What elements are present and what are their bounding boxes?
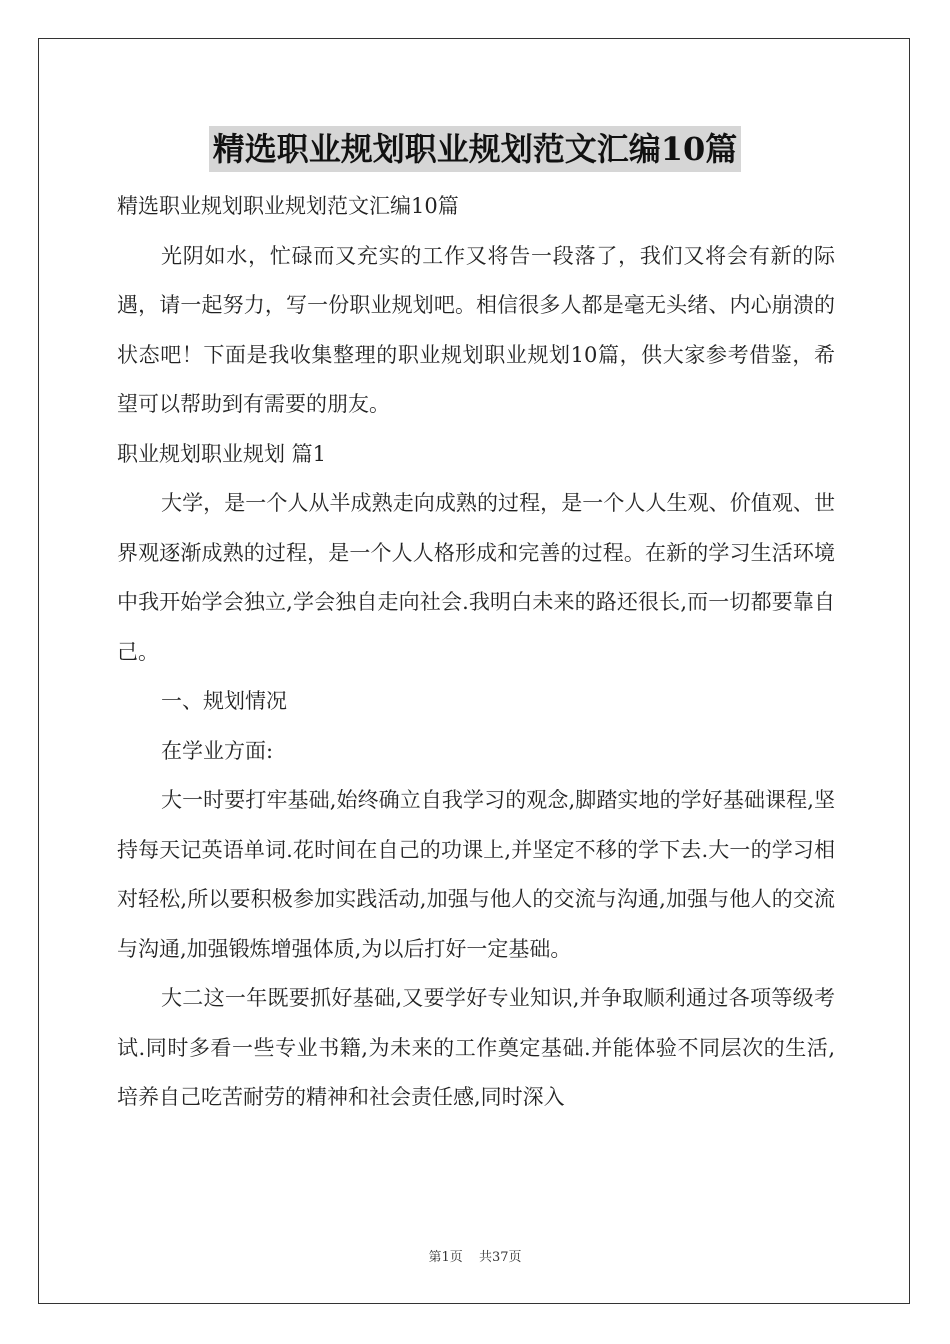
- intro-paragraph: 光阴如水，忙碌而又充实的工作又将告一段落了，我们又将会有新的际遇，请一起努力，写一份职业规划吧。相信很多人都是毫无头绪、内心崩溃的状态吧！下面是我收集整理的职业规划职业规划10篇，供大家参考借鉴，希望可以帮助到有需要的朋友。: [117, 243, 835, 416]
- page-footer: [0, 1246, 950, 1265]
- subsection-label: 在学业方面:: [161, 738, 274, 763]
- section-heading: 职业规划职业规划 篇1: [117, 441, 327, 466]
- page-number-total: 共37页: [478, 1250, 522, 1265]
- body-paragraph: 大二这一年既要抓好基础,又要学好专业知识,并争取顺利通过各项等级考试.同时多看一些专业书籍,为未来的工作奠定基础.并能体验不同层次的生活,培养自己吃苦耐劳的精神和社会责任感,同时深入: [117, 986, 835, 1109]
- document-title: 精选职业规划职业规划范文汇编10篇: [209, 126, 742, 172]
- document-body: [117, 182, 835, 1123]
- body-paragraph: 大一时要打牢基础,始终确立自我学习的观念,脚踏实地的学好基础课程,坚持每天记英语单词.花时间在自己的功课上,并坚定不移的学下去.大一的学习相对轻松,所以要积极参加实践活动,加强与他人的交流与沟通,加强与他人的交流与沟通,加强锻炼增强体质,为以后打好一定基础。: [117, 788, 835, 961]
- title-container: [0, 126, 950, 172]
- page-number-current: 第1页: [428, 1250, 463, 1265]
- body-paragraph: 大学，是一个人从半成熟走向成熟的过程，是一个人人生观、价值观、世界观逐渐成熟的过程，是一个人人格形成和完善的过程。在新的学习生活环境中我开始学会独立,学会独自走向社会.我明白未来的路还很长,而一切都要靠自己。: [117, 491, 835, 664]
- document-subtitle: 精选职业规划职业规划范文汇编10篇: [117, 194, 459, 218]
- subsection-heading: 一、规划情况: [161, 689, 287, 713]
